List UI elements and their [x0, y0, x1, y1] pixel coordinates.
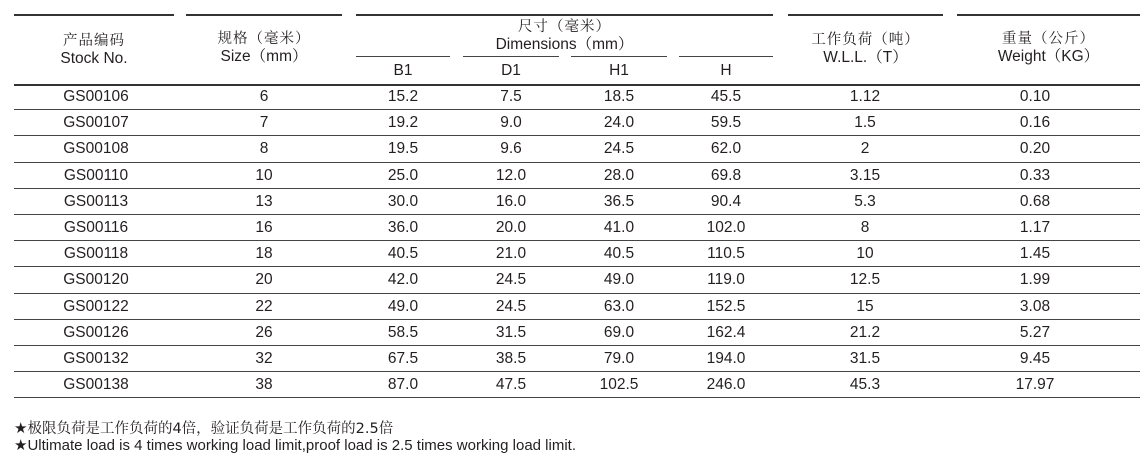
cell-d1: 24.5 [495, 271, 527, 289]
header-size-zh: 规格（毫米） [217, 31, 311, 47]
cell-size: 32 [255, 350, 273, 367]
cell-size: 8 [259, 140, 269, 158]
row-separator [14, 214, 1140, 215]
cell-h: 246.0 [706, 376, 746, 394]
row-separator [14, 397, 1140, 398]
cell-wll: 8 [860, 219, 870, 236]
cell-size: 10 [255, 166, 273, 184]
cell-b1: 19.5 [387, 140, 419, 158]
cell-size: 38 [255, 376, 273, 394]
cell-d1: 16.0 [495, 192, 527, 210]
footnote-en [14, 436, 576, 454]
cell-h1: 24.0 [603, 114, 635, 132]
cell-weight: 0.33 [1019, 166, 1051, 184]
header-wll-en: W.L.L.（T） [823, 49, 908, 66]
header-wll-zh: 工作负荷（吨） [811, 32, 920, 48]
row-separator [14, 293, 1140, 294]
header-stock-no-en: Stock No. [60, 50, 128, 67]
cell-weight: 1.45 [1019, 245, 1051, 263]
cell-h1: 18.5 [603, 88, 635, 105]
cell-size: 7 [259, 114, 269, 132]
cell-b1: 87.0 [387, 376, 419, 394]
cell-wll: 1.5 [854, 114, 876, 132]
cell-stock-no: GS00116 [63, 219, 129, 236]
cell-b1: 42.0 [387, 271, 419, 289]
cell-d1: 38.5 [495, 350, 527, 367]
cell-weight: 0.16 [1019, 114, 1051, 132]
cell-size: 6 [259, 88, 269, 105]
cell-h: 110.5 [707, 245, 745, 263]
cell-size: 26 [255, 323, 273, 341]
header-weight-en: Weight（KG） [997, 48, 1100, 65]
cell-h1: 24.5 [603, 140, 635, 158]
cell-stock-no: GS00122 [63, 297, 129, 315]
cell-wll: 1.12 [849, 88, 881, 105]
subheader-h: H [720, 62, 732, 79]
cell-d1: 24.5 [495, 297, 527, 315]
cell-b1: 49.0 [387, 297, 419, 315]
cell-d1: 9.6 [500, 140, 522, 158]
cell-h1: 63.0 [603, 297, 635, 315]
cell-b1: 58.5 [387, 323, 419, 341]
cell-h: 69.8 [710, 166, 742, 184]
footnote-en-text: Ultimate load is 4 times working load limit,proof load is 2.5 times working load limit. [27, 437, 577, 454]
cell-stock-no: GS00126 [63, 323, 129, 341]
sub-rule-h1 [571, 56, 667, 57]
cell-d1: 31.5 [495, 323, 527, 341]
sub-rule-d1 [463, 56, 559, 57]
header-stock-no [14, 33, 174, 67]
cell-stock-no: GS00132 [63, 350, 129, 367]
cell-h: 45.5 [710, 88, 742, 105]
header-bottom-rule [14, 84, 1140, 86]
cell-h1: 49.0 [603, 271, 635, 289]
row-separator [14, 319, 1140, 320]
row-separator [14, 135, 1140, 136]
top-rule-dimensions [356, 14, 773, 16]
cell-stock-no: GS00108 [63, 140, 129, 158]
cell-size: 16 [255, 219, 273, 236]
sub-rule-h [679, 56, 773, 57]
top-rule-stock [14, 14, 174, 16]
cell-d1: 47.5 [495, 376, 527, 394]
cell-weight: 3.08 [1019, 297, 1051, 315]
cell-wll: 12.5 [849, 271, 881, 289]
cell-h1: 69.0 [603, 323, 635, 341]
cell-wll: 31.5 [849, 350, 881, 367]
cell-h: 102.0 [706, 219, 746, 236]
header-dimensions [356, 19, 773, 53]
cell-weight: 1.17 [1019, 219, 1051, 236]
cell-h: 119.0 [707, 271, 745, 289]
row-separator [14, 109, 1140, 110]
row-separator [14, 371, 1140, 372]
cell-wll: 45.3 [849, 376, 881, 394]
cell-h1: 41.0 [603, 219, 635, 236]
cell-d1: 20.0 [495, 219, 527, 236]
cell-h: 90.4 [710, 192, 742, 210]
cell-h: 59.5 [710, 114, 742, 132]
header-wll [788, 32, 943, 66]
subheader-d1: D1 [501, 62, 521, 79]
cell-stock-no: GS00113 [63, 192, 129, 210]
cell-h1: 79.0 [603, 350, 635, 367]
cell-b1: 30.0 [387, 192, 419, 210]
cell-wll: 10 [856, 245, 874, 263]
cell-b1: 19.2 [387, 114, 419, 132]
star-icon: ★ [14, 436, 28, 454]
cell-b1: 36.0 [387, 219, 419, 236]
header-dimensions-zh: 尺寸（毫米） [518, 19, 611, 35]
cell-h1: 40.5 [603, 245, 635, 263]
cell-wll: 5.3 [854, 192, 876, 210]
cell-h: 162.4 [706, 323, 746, 341]
row-separator [14, 188, 1140, 189]
cell-h: 194.0 [706, 350, 746, 367]
subheader-b1: B1 [393, 62, 413, 79]
header-size [186, 31, 342, 65]
cell-wll: 15 [856, 297, 874, 315]
cell-h: 62.0 [710, 140, 742, 158]
cell-d1: 7.5 [500, 88, 522, 105]
header-dimensions-en: Dimensions（mm） [495, 36, 634, 53]
footnote-zh [14, 417, 393, 438]
cell-b1: 40.5 [387, 245, 419, 263]
header-stock-no-zh: 产品编码 [63, 33, 125, 49]
cell-weight: 5.27 [1019, 323, 1051, 341]
cell-d1: 21.0 [495, 245, 527, 263]
cell-wll: 3.15 [849, 166, 881, 184]
subheader-h1: H1 [609, 62, 629, 79]
cell-d1: 12.0 [495, 166, 527, 184]
cell-d1: 9.0 [500, 114, 522, 132]
header-weight-zh: 重量（公斤） [1002, 31, 1095, 47]
cell-weight: 17.97 [1015, 376, 1055, 394]
top-rule-size [186, 14, 342, 16]
cell-b1: 15.2 [387, 88, 419, 105]
top-rule-wll [788, 14, 943, 16]
cell-h1: 36.5 [603, 192, 635, 210]
cell-h1: 28.0 [603, 166, 635, 184]
cell-weight: 0.68 [1019, 192, 1051, 210]
cell-weight: 0.10 [1019, 88, 1051, 105]
sub-rule-b1 [356, 56, 450, 57]
cell-size: 18 [255, 245, 273, 263]
row-separator [14, 162, 1140, 163]
cell-size: 13 [255, 192, 273, 210]
cell-stock-no: GS00106 [63, 88, 129, 105]
cell-b1: 25.0 [387, 166, 419, 184]
header-size-en: Size（mm） [220, 48, 308, 65]
cell-h: 152.5 [706, 297, 746, 315]
cell-stock-no: GS00138 [63, 376, 129, 394]
cell-b1: 67.5 [387, 350, 419, 367]
row-separator [14, 345, 1140, 346]
cell-stock-no: GS00120 [63, 271, 129, 289]
cell-stock-no: GS00118 [63, 245, 129, 263]
cell-stock-no: GS00110 [63, 166, 129, 184]
star-icon: ★ [14, 419, 28, 437]
cell-size: 22 [255, 297, 273, 315]
cell-stock-no: GS00107 [63, 114, 129, 132]
header-weight [957, 31, 1140, 65]
cell-weight: 0.20 [1019, 140, 1051, 158]
cell-weight: 1.99 [1019, 271, 1051, 289]
cell-h1: 102.5 [599, 376, 639, 394]
row-separator [14, 240, 1140, 241]
row-separator [14, 266, 1140, 267]
cell-weight: 9.45 [1019, 350, 1051, 367]
cell-size: 20 [255, 271, 273, 289]
cell-wll: 2 [860, 140, 870, 158]
cell-wll: 21.2 [849, 323, 881, 341]
top-rule-weight [957, 14, 1140, 16]
footnote-zh-text: 极限负荷是工作负荷的4倍，验证负荷是工作负荷的2.5倍 [27, 421, 394, 437]
